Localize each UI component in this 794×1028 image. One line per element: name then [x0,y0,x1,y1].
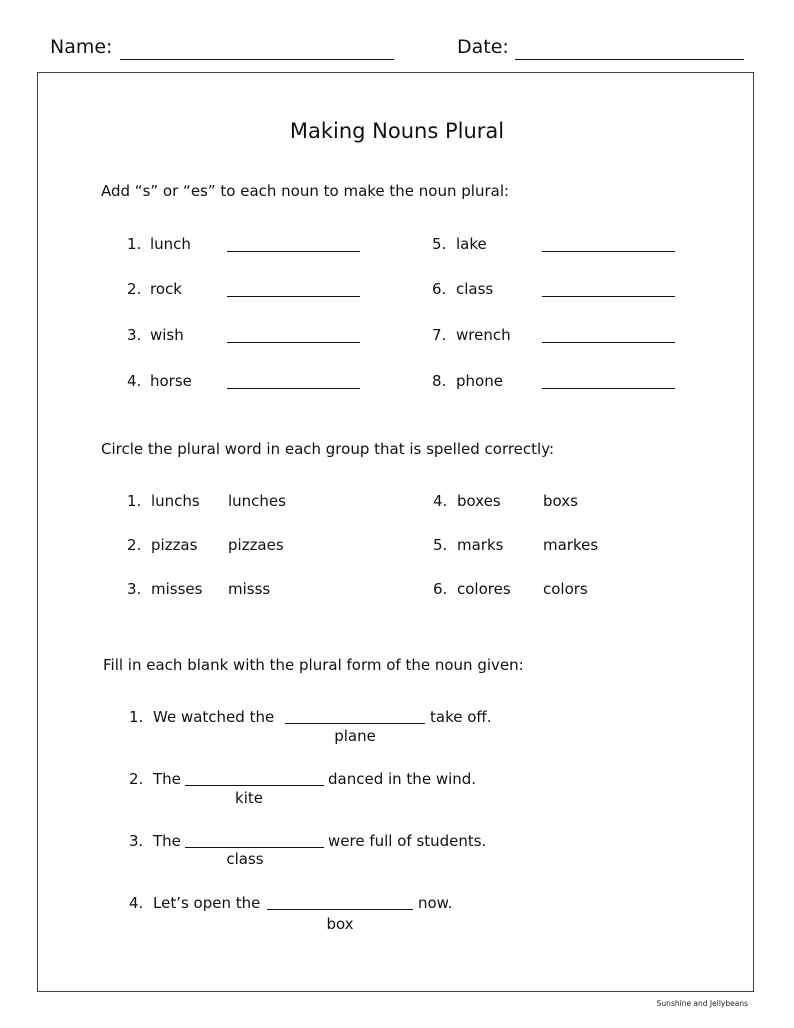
choice-word-b[interactable]: colors [543,580,588,598]
noun-hint: class [226,850,264,868]
item-number: 3. [127,580,142,598]
date-field[interactable] [515,59,744,60]
answer-blank[interactable] [227,342,360,343]
sentence-start: The [153,770,181,788]
section2-instruction: Circle the plural word in each group that is spelled correctly: [101,440,555,458]
answer-blank[interactable] [542,296,675,297]
choice-word-b[interactable]: markes [543,536,599,554]
choice-word-a[interactable]: colores [457,580,511,598]
item-number: 1. [127,492,142,510]
sentence-end: danced in the wind. [328,770,477,788]
sentence-end: were full of students. [328,832,487,850]
choice-word-b[interactable]: lunches [228,492,286,510]
item-number: 3. [127,326,142,344]
noun-hint: box [326,915,354,933]
name-label: Name: [50,36,113,58]
noun-word: lunch [150,235,191,253]
item-number: 1. [129,708,144,726]
choice-word-a[interactable]: lunchs [151,492,200,510]
choice-word-b[interactable]: misss [228,580,271,598]
answer-blank[interactable] [542,342,675,343]
noun-hint: kite [235,789,263,807]
item-number: 3. [129,832,144,850]
answer-blank[interactable] [185,785,324,786]
footer-credit: Sunshine and Jellybeans [656,999,748,1008]
item-number: 8. [432,372,447,390]
choice-word-b[interactable]: boxs [543,492,578,510]
answer-blank[interactable] [227,296,360,297]
noun-word: wrench [456,326,511,344]
sentence-start: The [153,832,181,850]
noun-hint: plane [334,727,376,745]
noun-word: rock [150,280,182,298]
name-field[interactable] [120,59,394,60]
item-number: 5. [433,536,448,554]
noun-word: wish [150,326,184,344]
sentence-start: We watched the [153,708,275,726]
date-label: Date: [457,36,509,58]
answer-blank[interactable] [285,723,425,724]
answer-blank[interactable] [542,388,675,389]
sentence-end: now. [418,894,453,912]
item-number: 4. [129,894,144,912]
answer-blank[interactable] [185,847,324,848]
answer-blank[interactable] [227,251,360,252]
item-number: 1. [127,235,142,253]
section3-instruction: Fill in each blank with the plural form of the noun given: [103,656,524,674]
answer-blank[interactable] [267,909,413,910]
choice-word-a[interactable]: pizzas [151,536,198,554]
item-number: 6. [433,580,448,598]
choice-word-a[interactable]: boxes [457,492,501,510]
item-number: 6. [432,280,447,298]
item-number: 5. [432,235,447,253]
worksheet-title: Making Nouns Plural [289,119,505,143]
noun-word: horse [150,372,192,390]
noun-word: lake [456,235,487,253]
item-number: 2. [127,536,142,554]
choice-word-b[interactable]: pizzaes [228,536,284,554]
answer-blank[interactable] [227,388,360,389]
item-number: 2. [127,280,142,298]
noun-word: phone [456,372,503,390]
sentence-end: take off. [430,708,492,726]
item-number: 2. [129,770,144,788]
choice-word-a[interactable]: marks [457,536,504,554]
sentence-start: Let’s open the [153,894,261,912]
worksheet-border [37,72,754,992]
item-number: 4. [127,372,142,390]
item-number: 7. [432,326,447,344]
noun-word: class [456,280,494,298]
section1-instruction: Add “s” or “es” to each noun to make the noun plural: [101,182,510,200]
choice-word-a[interactable]: misses [151,580,203,598]
answer-blank[interactable] [542,251,675,252]
item-number: 4. [433,492,448,510]
